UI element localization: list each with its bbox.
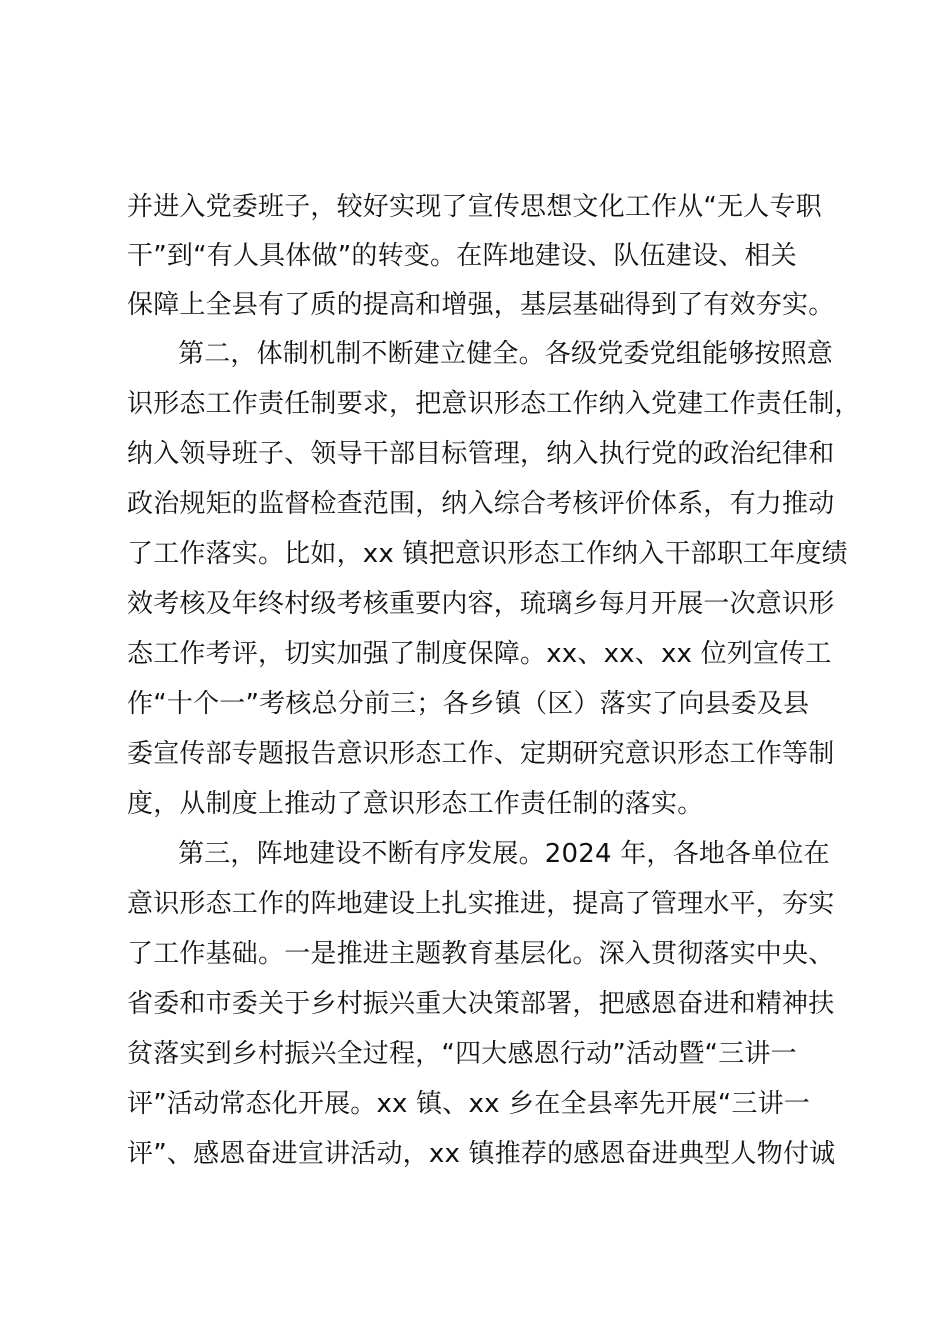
text-line: 度，从制度上推动了意识形态工作责任制的落实。 xyxy=(127,789,704,819)
text-line: 委宣传部专题报告意识形态工作、定期研究意识形态工作等制 xyxy=(127,739,835,769)
text-line: 效考核及年终村级考核重要内容，琉璃乡每月开展一次意识形 xyxy=(127,589,835,619)
text-line: 干”到“有人具体做”的转变。在阵地建设、队伍建设、相关 xyxy=(127,241,797,271)
text-line: 评”、感恩奋进宣讲活动，xx 镇推荐的感恩奋进典型人物付诚 xyxy=(127,1139,836,1169)
paragraph-start-line: 第二，体制机制不断建立健全。各级党委党组能够按照意 xyxy=(178,339,834,369)
text-line: 意识形态工作的阵地建设上扎实推进，提高了管理水平，夯实 xyxy=(127,889,835,919)
text-line: 识形态工作责任制要求，把意识形态工作纳入党建工作责任制， xyxy=(127,389,861,419)
text-line: 态工作考评，切实加强了制度保障。xx、xx、xx 位列宣传工 xyxy=(127,639,832,669)
text-line: 省委和市委关于乡村振兴重大决策部署，把感恩奋进和精神扶 xyxy=(127,989,835,1019)
text-line: 贫落实到乡村振兴全过程，“四大感恩行动”活动暨“三讲一 xyxy=(127,1039,797,1069)
text-line: 保障上全县有了质的提高和增强，基层基础得到了有效夯实。 xyxy=(127,290,835,320)
text-line: 作“十个一”考核总分前三；各乡镇（区）落实了向县委及县 xyxy=(127,689,810,719)
text-line: 了工作落实。比如，xx 镇把意识形态工作纳入干部职工年度绩 xyxy=(127,539,848,569)
text-line: 政治规矩的监督检查范围，纳入综合考核评价体系，有力推动 xyxy=(127,489,835,519)
text-line: 评”活动常态化开展。xx 镇、xx 乡在全县率先开展“三讲一 xyxy=(127,1089,811,1119)
text-line: 纳入领导班子、领导干部目标管理，纳入执行党的政治纪律和 xyxy=(127,439,835,469)
paragraph-start-line: 第三，阵地建设不断有序发展。2024 年，各地各单位在 xyxy=(178,839,830,869)
text-line: 了工作基础。一是推进主题教育基层化。深入贯彻落实中央、 xyxy=(127,939,835,969)
text-line: 并进入党委班子，较好实现了宣传思想文化工作从“无人专职 xyxy=(127,192,822,222)
